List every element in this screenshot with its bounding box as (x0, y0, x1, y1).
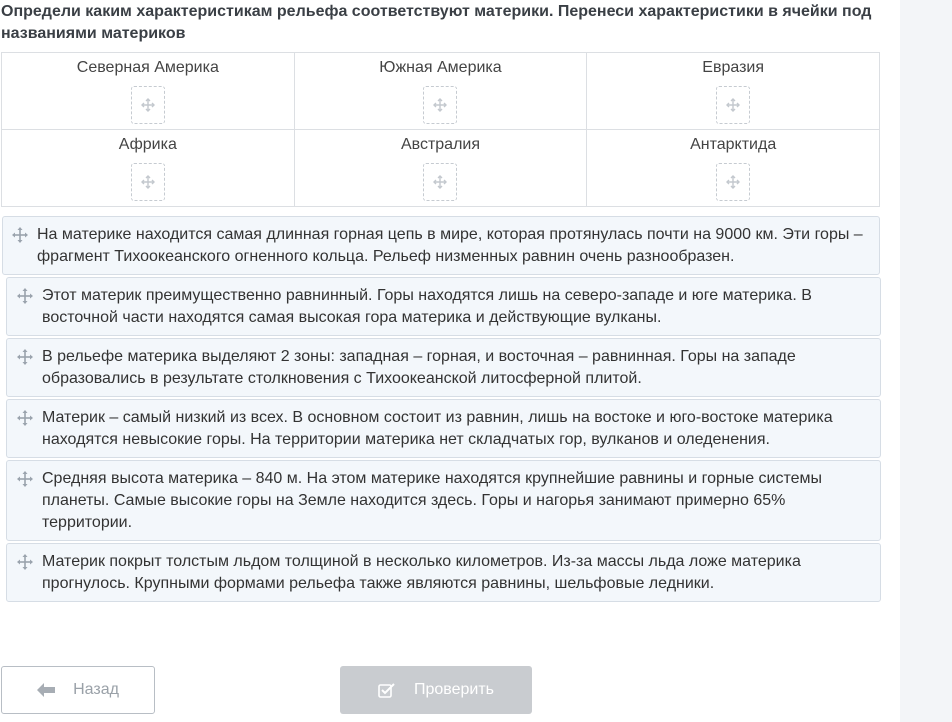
draggable-card[interactable] (6, 543, 881, 602)
question-text: Определи каким характеристикам рельефа соответствуют материки. Перенеси характеристики в ячейки под названиями материков (1, 3, 872, 42)
move-icon (12, 227, 28, 243)
check-button-label: Проверить (413, 681, 494, 698)
draggable-cards-list (0, 216, 882, 604)
drop-zone[interactable] (423, 163, 457, 201)
move-target-icon (726, 98, 740, 112)
draggable-card[interactable] (6, 460, 881, 541)
move-icon (17, 554, 33, 570)
move-icon (17, 410, 33, 426)
continent-title: Евразия (702, 59, 765, 76)
card-text: Средняя высота материка – 840 м. На этом материке находятся крупнейшие равнины и горные системы планеты. Самые высокие горы на Земле находится здесь. Горы и нагорья занимают примерно 65% территории. (42, 470, 823, 531)
continent-cell (587, 130, 880, 207)
continent-cell (2, 130, 295, 207)
move-target-icon (433, 175, 447, 189)
continent-title: Австралия (400, 136, 481, 153)
continent-cell (2, 53, 295, 130)
card-text: На материке находится самая длинная горная цепь в мире, которая протянулась почти на 9000 км. Эти горы – фрагмент Тихоокеанского огненного кольца. Рельеф низменных равнин очень разнообразен. (37, 226, 863, 265)
back-button[interactable] (1, 666, 155, 714)
move-icon (17, 471, 33, 487)
card-text: Этот материк преимущественно равнинный. Горы находятся лишь на северо-западе и юге материка. В восточной части находятся самая высокая гора материка и действующие вулканы. (42, 287, 812, 326)
card-text: В рельефе материка выделяют 2 зоны: западная – горная, и восточная – равнинная. Горы на западе образовались в результате столкновения с Тихоокеанской литосферной плитой. (42, 348, 796, 387)
drop-zone[interactable] (131, 86, 165, 124)
drop-zone[interactable] (131, 163, 165, 201)
continent-cell (294, 130, 587, 207)
drop-zone[interactable] (716, 163, 750, 201)
continent-cell (294, 53, 587, 130)
card-text: Материк покрыт толстым льдом толщиной в несколько километров. Из-за массы льда ложе материка прогнулось. Крупными формами рельефа также являются равнины, шельфовые ледники. (42, 553, 801, 592)
draggable-card[interactable] (6, 338, 881, 397)
draggable-card[interactable] (6, 399, 881, 458)
drop-zone[interactable] (423, 86, 457, 124)
check-button[interactable] (340, 666, 532, 714)
move-target-icon (433, 98, 447, 112)
move-target-icon (726, 175, 740, 189)
continent-title: Африка (118, 136, 177, 153)
continent-title: Южная Америка (379, 59, 502, 76)
continent-cell (587, 53, 880, 130)
continent-title: Северная Америка (76, 59, 219, 76)
continent-title: Антарктида (690, 136, 777, 153)
move-icon (17, 349, 33, 365)
draggable-card[interactable] (6, 277, 881, 336)
move-target-icon (141, 98, 155, 112)
side-panel (900, 0, 952, 722)
arrow-left-icon (37, 683, 55, 697)
back-button-label: Назад (73, 681, 119, 698)
check-square-icon (378, 682, 396, 698)
draggable-card[interactable] (2, 216, 880, 275)
continent-grid (1, 52, 880, 207)
drop-zone[interactable] (716, 86, 750, 124)
card-text: Материк – самый низкий из всех. В основном состоит из равнин, лишь на востоке и юго-востоке материка находятся невысокие горы. На территории материка нет складчатых гор, вулканов и оледенения. (42, 409, 833, 448)
move-target-icon (141, 175, 155, 189)
move-icon (17, 288, 33, 304)
